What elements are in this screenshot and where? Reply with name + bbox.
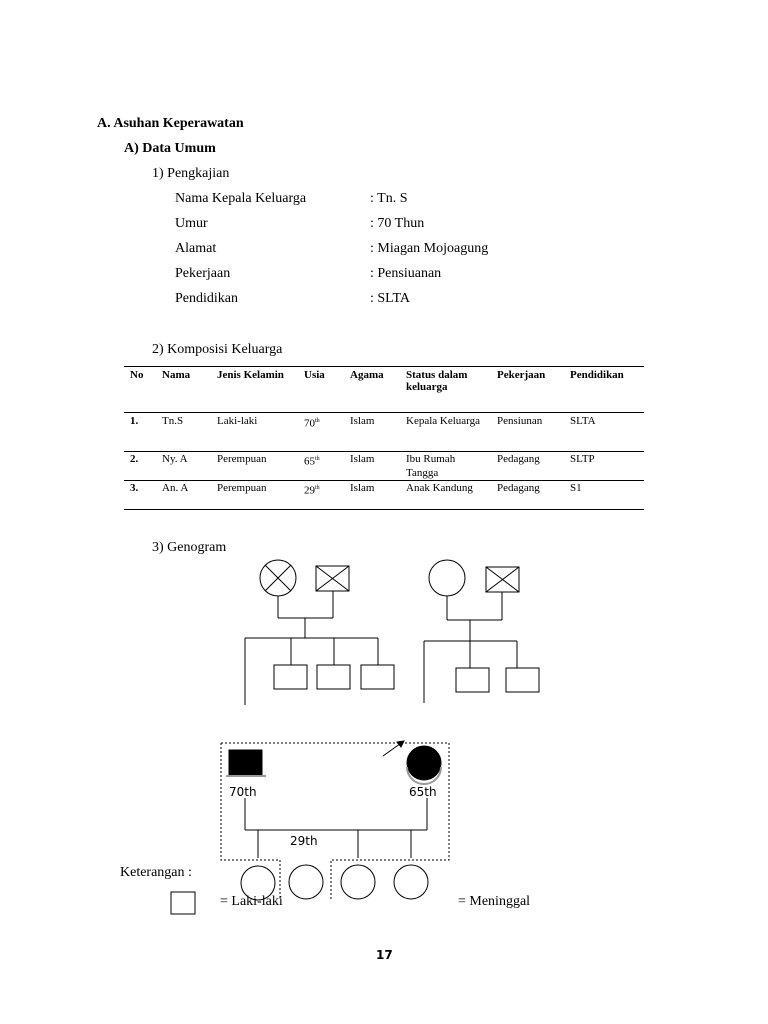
header-cell: Usia — [298, 367, 344, 413]
child-female — [341, 865, 375, 899]
field-value: : Tn. S — [370, 191, 408, 206]
paternal-sibling-male — [361, 665, 394, 689]
mother — [407, 746, 441, 780]
paternal-sibling-male — [317, 665, 350, 689]
paternal-family-lines — [245, 591, 378, 705]
genogram-title: 3) Genogram — [152, 540, 227, 555]
cell-status: Ibu Rumah Tangga — [400, 452, 491, 481]
maternal-sibling-male — [456, 668, 489, 692]
maternal-sibling-male — [506, 668, 539, 692]
paternal-grandfather-deceased — [316, 566, 349, 591]
field-label: Pendidikan — [175, 291, 238, 306]
cell-jk: Perempuan — [211, 452, 298, 481]
father-age: 70th — [229, 785, 257, 799]
field-label: Umur — [175, 216, 208, 231]
maternal-grandmother — [429, 560, 465, 596]
cell-nama: Tn.S — [156, 413, 211, 452]
cell-no: 1. — [124, 413, 156, 452]
header-cell: Agama — [344, 367, 400, 413]
header-cell: Jenis Kelamin — [211, 367, 298, 413]
field-label: Pekerjaan — [175, 266, 231, 281]
maternal-family-lines — [424, 592, 517, 703]
cell-pekerjaan: Pedagang — [491, 481, 564, 510]
usia-value: 70 — [304, 417, 315, 430]
subsection-heading: A) Data Umum — [124, 141, 216, 156]
father-client — [229, 750, 262, 775]
field-label: Alamat — [175, 241, 217, 256]
cell-jk: Perempuan — [211, 481, 298, 510]
field-value: : Miagan Mojoagung — [370, 241, 489, 256]
usia-sup: th — [315, 485, 320, 491]
cell-no: 3. — [124, 481, 156, 510]
cell-nama: Ny. A — [156, 452, 211, 481]
header-cell: Pendidikan — [564, 367, 644, 413]
field-value: : SLTA — [370, 291, 410, 306]
field-value: : 70 Thun — [370, 216, 425, 231]
legend-male-icon — [171, 892, 195, 914]
cell-pekerjaan: Pedagang — [491, 452, 564, 481]
keterangan-title: Keterangan : — [120, 865, 192, 880]
cell-status: Anak Kandung — [400, 481, 491, 510]
usia-sup: th — [315, 456, 320, 462]
cell-pendidikan: SLTP — [564, 452, 644, 481]
paternal-grandmother-deceased — [260, 560, 296, 596]
cell-pendidikan: SLTA — [564, 413, 644, 452]
cell-status: Kepala Keluarga — [400, 413, 491, 452]
komposisi-title: 2) Komposisi Keluarga — [152, 342, 283, 357]
header-cell: Pekerjaan — [491, 367, 564, 413]
pengkajian-title: 1) Pengkajian — [152, 166, 230, 181]
header-cell: Nama — [156, 367, 211, 413]
cell-agama: Islam — [344, 452, 400, 481]
child-female — [289, 865, 323, 899]
cell-agama: Islam — [344, 413, 400, 452]
header-cell: No — [124, 367, 156, 413]
child-age: 29th — [290, 834, 318, 848]
section-heading: A. Asuhan Keperawatan — [97, 116, 244, 131]
mother-age: 65th — [409, 785, 437, 799]
page-number: 17 — [376, 948, 393, 962]
field-value: : Pensiuanan — [370, 266, 442, 281]
usia-sup: th — [315, 418, 320, 424]
field-label: Nama Kepala Keluarga — [175, 191, 307, 206]
cell-agama: Islam — [344, 481, 400, 510]
paternal-sibling-male — [274, 665, 307, 689]
marriage-lines — [245, 798, 427, 858]
cell-jk: Laki-laki — [211, 413, 298, 452]
child-female — [394, 865, 428, 899]
cell-no: 2. — [124, 452, 156, 481]
legend-male-label: = Laki-laki — [220, 894, 283, 909]
header-cell: Status dalam keluarga — [400, 367, 491, 413]
usia-value: 65 — [304, 455, 315, 468]
cell-pekerjaan: Pensiunan — [491, 413, 564, 452]
usia-value: 29 — [304, 484, 315, 497]
cell-pendidikan: S1 — [564, 481, 644, 510]
cell-nama: An. A — [156, 481, 211, 510]
legend-deceased-label: = Meninggal — [458, 894, 531, 909]
maternal-grandfather-deceased — [486, 567, 519, 592]
